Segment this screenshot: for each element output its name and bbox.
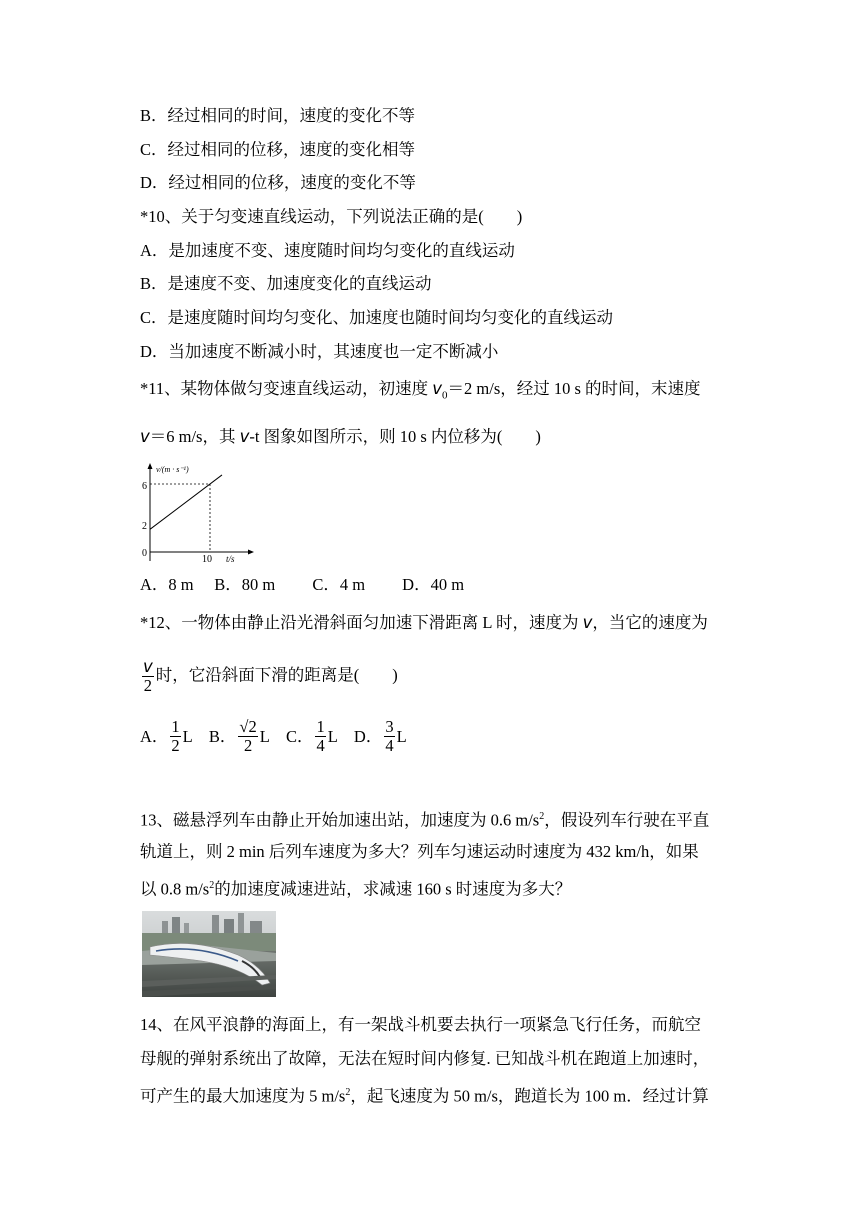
q14-text-2: ，起飞速度为 50 m/s，跑道长为 100 m．经过计算 xyxy=(350,1086,709,1106)
q11-v-symbol: v xyxy=(140,427,150,446)
option-9d: D．经过相同的位移，速度的变化不等 xyxy=(140,173,416,192)
option-letter: C． xyxy=(285,726,314,746)
x-axis-label: t/s xyxy=(226,554,235,564)
option-12d xyxy=(354,718,407,755)
question-14-line3 xyxy=(140,1082,709,1108)
option-symbol: L xyxy=(259,726,270,746)
option-12c xyxy=(286,718,338,755)
velocity-line xyxy=(150,475,222,529)
question-14-line2: 母舰的弹射系统出了故障，无法在短时间内修复. 已知战斗机在跑道上加速时， xyxy=(140,1049,710,1068)
superscript: 2 xyxy=(209,880,215,891)
origin-label: 0 xyxy=(142,548,147,559)
q11-text-4: -t 图象如图所示，则 10 s 内位移为( ) xyxy=(249,427,541,446)
option-9b: B．经过相同的时间，速度的变化不等 xyxy=(140,106,416,125)
question-10: *10、关于匀变速直线运动，下列说法正确的是( ) xyxy=(140,207,523,226)
tick-label-2: 2 xyxy=(142,521,147,532)
option-symbol: L xyxy=(182,726,193,746)
q13-text-4: 的加速度减速进站，求减速 160 s 时速度为多大？ xyxy=(214,879,572,899)
q13-text-2: ，假设列车行驶在平直 xyxy=(544,810,710,830)
tick-label-6: 6 xyxy=(142,481,147,492)
tick-label-10: 10 xyxy=(202,554,212,565)
question-14-line1: 14、在风平浪静的海面上，有一架战斗机要去执行一项紧急飞行任务，而航空 xyxy=(140,1015,701,1034)
fraction-denominator: 2 xyxy=(243,736,253,755)
question-13-line3 xyxy=(140,875,571,901)
option-10b: B．是速度不变、加速度变化的直线运动 xyxy=(140,274,432,293)
question-11-line1 xyxy=(140,378,701,406)
fraction xyxy=(315,718,325,755)
fraction xyxy=(384,718,394,755)
q12-text-3: 时，它沿斜面下滑的距离是( ) xyxy=(155,665,398,685)
question-11-options: A．8 m B．80 m C．4 m D．40 m xyxy=(140,575,465,594)
option-symbol: L xyxy=(327,726,338,746)
x-axis-arrow xyxy=(248,550,254,555)
fraction-denominator: 2 xyxy=(171,736,180,755)
question-11-line2 xyxy=(140,426,541,448)
fraction-denominator: 4 xyxy=(316,736,325,755)
option-12a xyxy=(140,718,193,755)
fraction-denominator: 2 xyxy=(143,676,152,695)
fraction xyxy=(238,718,257,755)
option-symbol: L xyxy=(396,726,407,746)
fraction-numerator: v xyxy=(143,657,153,676)
option-9c: C．经过相同的位移，速度的变化相等 xyxy=(140,140,416,159)
q11-text-3: ＝6 m/s，其 xyxy=(149,427,240,446)
q11-text-2: ＝2 m/s，经过 10 s 的时间，末速度 xyxy=(447,379,701,398)
q12-text-2: ，当它的速度为 xyxy=(592,613,708,632)
fraction xyxy=(170,718,180,755)
superscript: 2 xyxy=(345,1087,351,1098)
question-13-line2: 轨道上，则 2 min 后列车速度为多大？列车匀速运动时速度为 432 km/h，如果 xyxy=(140,842,699,861)
option-letter: D． xyxy=(353,726,383,746)
fraction-numerator: 1 xyxy=(171,717,180,736)
y-axis-label: v/(m · s⁻¹) xyxy=(156,465,189,474)
q13-text-1: 13、磁悬浮列车由静止开始加速出站，加速度为 0.6 m/s xyxy=(140,810,540,830)
superscript: 2 xyxy=(539,811,545,822)
option-letter: A． xyxy=(140,726,169,746)
question-12-line1 xyxy=(140,612,708,634)
option-letter: B． xyxy=(208,726,237,746)
question-12-options xyxy=(140,718,419,755)
fraction-numerator: √2 xyxy=(239,717,257,736)
maglev-train-photo xyxy=(142,911,276,997)
fraction-denominator: 4 xyxy=(385,736,394,755)
option-12b xyxy=(209,718,270,755)
q12-text-1: *12、一物体由静止沿光滑斜面匀加速下滑距离 L 时，速度为 xyxy=(140,613,583,632)
q11-v0-symbol: v xyxy=(432,379,443,398)
q12-v-symbol: v xyxy=(582,613,593,632)
fraction-numerator: 1 xyxy=(316,717,325,736)
question-12-line2 xyxy=(140,658,398,695)
velocity-time-graph xyxy=(138,463,258,567)
y-axis-arrow xyxy=(148,463,153,469)
q13-text-3: 以 0.8 m/s xyxy=(140,879,210,899)
q11-v0-subscript: 0 xyxy=(442,389,448,402)
fraction-numerator: 3 xyxy=(385,717,394,736)
option-10d: D．当加速度不断减小时，其速度也一定不断减小 xyxy=(140,342,499,361)
fraction-v-over-2 xyxy=(142,658,154,695)
q11-vt-v-symbol: v xyxy=(239,427,250,446)
train-illustration xyxy=(142,911,276,997)
option-10a: A．是加速度不变、速度随时间均匀变化的直线运动 xyxy=(140,241,515,260)
q14-text-1: 可产生的最大加速度为 5 m/s xyxy=(140,1086,346,1106)
option-10c: C．是速度随时间均匀变化、加速度也随时间均匀变化的直线运动 xyxy=(140,308,614,327)
question-13-line1 xyxy=(140,806,709,832)
q11-text-1: *11、某物体做匀变速直线运动，初速度 xyxy=(140,379,433,398)
